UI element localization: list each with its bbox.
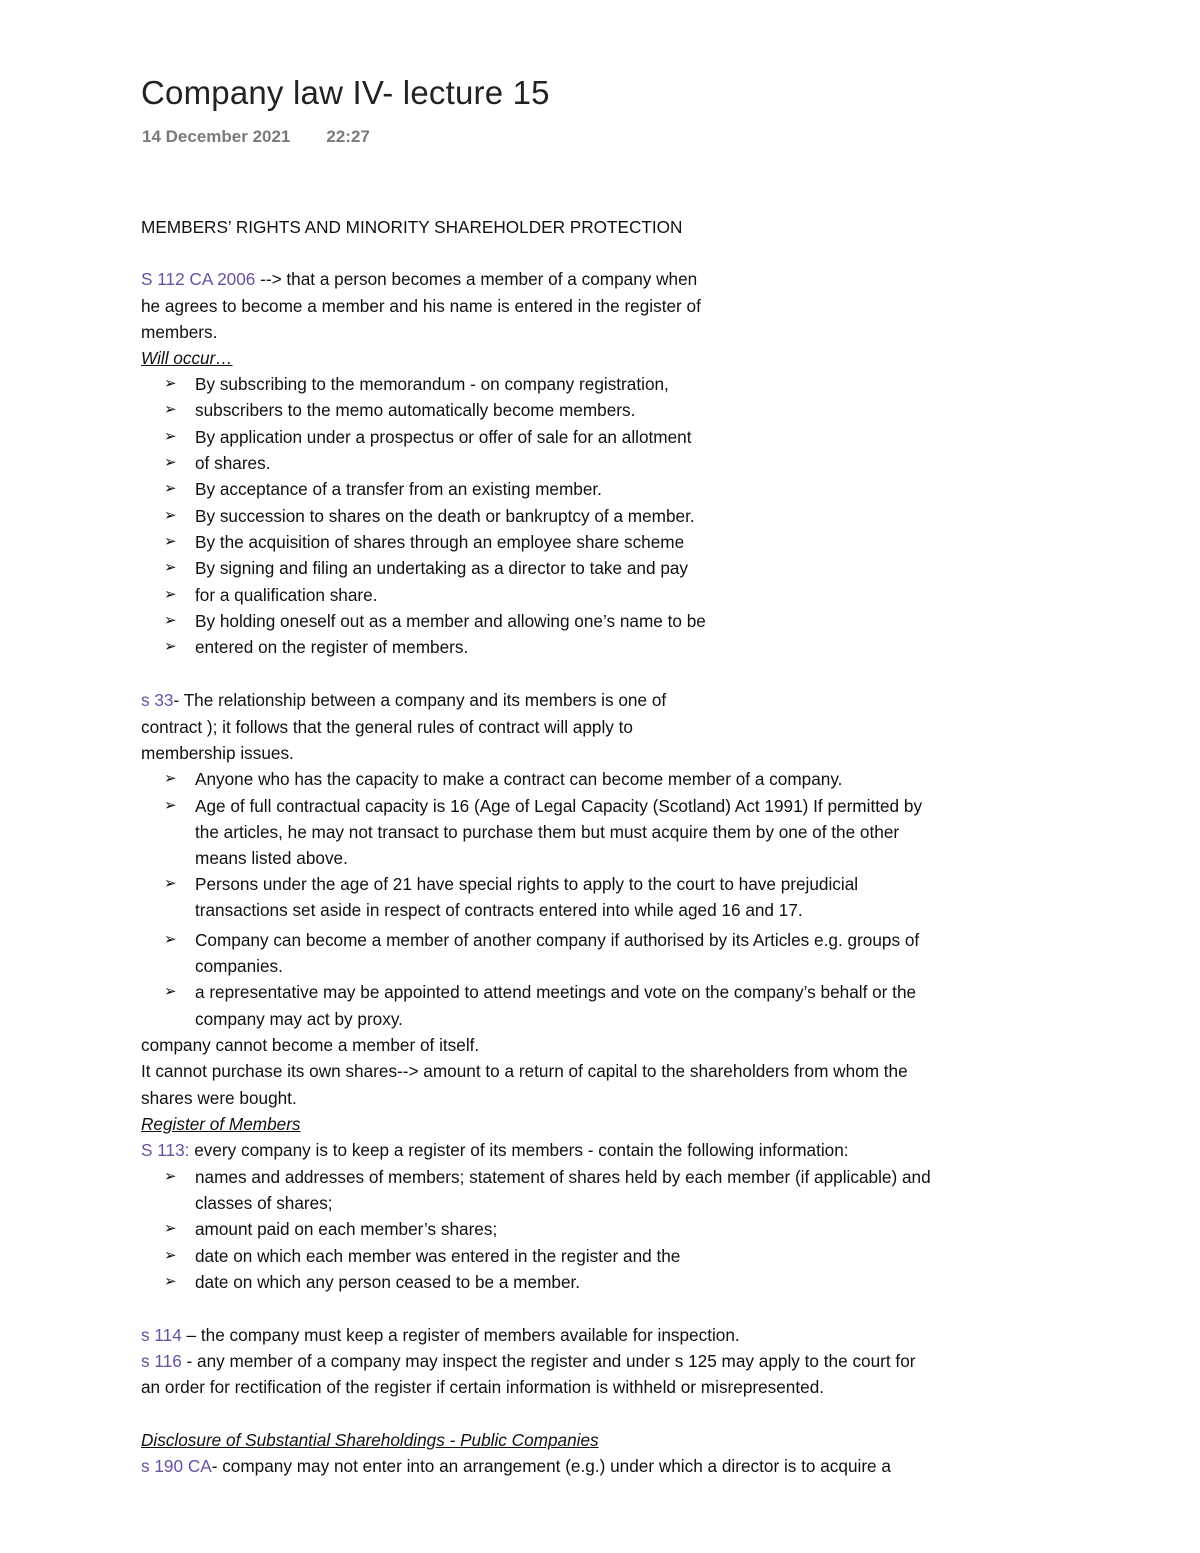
arrow-bullet-icon: ➢ (164, 612, 177, 629)
paragraph-line: S 112 CA 2006 --> that a person becomes a member of a company when (141, 269, 698, 289)
paragraph-line: s 33- The relationship between a company and its members is one of (141, 690, 667, 710)
statute-reference: s 116 (141, 1351, 182, 1371)
statute-reference: s 114 (141, 1325, 182, 1345)
paragraph-line: s 114 – the company must keep a register of members available for inspection. (141, 1325, 740, 1345)
arrow-bullet-icon: ➢ (164, 931, 177, 948)
list-item-continuation: transactions set aside in respect of contracts entered into while aged 16 and 17. (195, 900, 803, 920)
list-item: entered on the register of members. (195, 637, 469, 657)
section-heading: MEMBERS’ RIGHTS AND MINORITY SHAREHOLDER PROTECTION (141, 217, 683, 237)
arrow-bullet-icon: ➢ (164, 770, 177, 787)
paragraph-line: company cannot become a member of itself. (141, 1035, 480, 1055)
arrow-bullet-icon: ➢ (164, 586, 177, 603)
list-item: By holding oneself out as a member and allowing one’s name to be (195, 611, 706, 631)
list-item-continuation: classes of shares; (195, 1193, 333, 1213)
paragraph-line: members. (141, 322, 218, 342)
list-item: Anyone who has the capacity to make a contract can become member of a company. (195, 769, 843, 789)
subheading: Disclosure of Substantial Shareholdings - Public Companies (141, 1430, 599, 1450)
paragraph-line: S 113: every company is to keep a register of its members - contain the following information: (141, 1140, 849, 1160)
list-item: of shares. (195, 453, 271, 473)
list-item: date on which each member was entered in the register and the (195, 1246, 681, 1266)
list-item: amount paid on each member’s shares; (195, 1219, 498, 1239)
arrow-bullet-icon: ➢ (164, 428, 177, 445)
list-item: names and addresses of members; statement of shares held by each member (if applicable) and (195, 1167, 931, 1187)
list-item: By acceptance of a transfer from an existing member. (195, 479, 602, 499)
page-date: 14 December 2021 (142, 127, 291, 146)
arrow-bullet-icon: ➢ (164, 533, 177, 550)
statute-reference: s 190 CA (141, 1456, 212, 1476)
list-item: Age of full contractual capacity is 16 (Age of Legal Capacity (Scotland) Act 1991) If permitted by (195, 796, 923, 816)
paragraph-line: shares were bought. (141, 1088, 297, 1108)
subheading: Register of Members (141, 1114, 301, 1134)
list-item: a representative may be appointed to attend meetings and vote on the company’s behalf or the (195, 982, 917, 1002)
paragraph-line: an order for rectification of the register if certain information is withheld or misrepresented. (141, 1377, 825, 1397)
arrow-bullet-icon: ➢ (164, 480, 177, 497)
arrow-bullet-icon: ➢ (164, 454, 177, 471)
list-item-continuation: companies. (195, 956, 283, 976)
list-item: date on which any person ceased to be a member. (195, 1272, 581, 1292)
arrow-bullet-icon: ➢ (164, 375, 177, 392)
list-item: subscribers to the memo automatically become members. (195, 400, 636, 420)
arrow-bullet-icon: ➢ (164, 1247, 177, 1264)
page-time: 22:27 (326, 127, 370, 146)
list-item: By subscribing to the memorandum - on company registration, (195, 374, 669, 394)
list-item-continuation: means listed above. (195, 848, 348, 868)
list-item: By signing and filing an undertaking as a director to take and pay (195, 558, 689, 578)
list-item: Company can become a member of another company if authorised by its Articles e.g. groups of (195, 930, 920, 950)
statute-reference: s 33 (141, 690, 174, 710)
subheading: Will occur… (141, 348, 233, 368)
statute-reference: S 113: (141, 1140, 190, 1160)
arrow-bullet-icon: ➢ (164, 797, 177, 814)
arrow-bullet-icon: ➢ (164, 875, 177, 892)
list-item-continuation: company may act by proxy. (195, 1009, 403, 1029)
arrow-bullet-icon: ➢ (164, 507, 177, 524)
arrow-bullet-icon: ➢ (164, 1168, 177, 1185)
arrow-bullet-icon: ➢ (164, 559, 177, 576)
paragraph-line: contract ); it follows that the general rules of contract will apply to (141, 717, 633, 737)
statute-reference: S 112 CA 2006 (141, 269, 256, 289)
paragraph-line: membership issues. (141, 743, 294, 763)
list-item-continuation: the articles, he may not transact to purchase them but must acquire them by one of the other (195, 822, 900, 842)
paragraph-line: s 190 CA- company may not enter into an arrangement (e.g.) under which a director is to acquire a (141, 1456, 891, 1476)
page-title: Company law IV- lecture 15 (141, 74, 550, 111)
arrow-bullet-icon: ➢ (164, 1220, 177, 1237)
list-item: By succession to shares on the death or bankruptcy of a member. (195, 506, 695, 526)
paragraph-line: he agrees to become a member and his name is entered in the register of (141, 296, 701, 316)
arrow-bullet-icon: ➢ (164, 638, 177, 655)
paragraph-line: It cannot purchase its own shares--> amount to a return of capital to the shareholders from whom the (141, 1061, 908, 1081)
list-item: Persons under the age of 21 have special rights to apply to the court to have prejudicial (195, 874, 859, 894)
arrow-bullet-icon: ➢ (164, 1273, 177, 1290)
list-item: for a qualification share. (195, 585, 378, 605)
list-item: By the acquisition of shares through an employee share scheme (195, 532, 685, 552)
list-item: By application under a prospectus or offer of sale for an allotment (195, 427, 692, 447)
arrow-bullet-icon: ➢ (164, 983, 177, 1000)
arrow-bullet-icon: ➢ (164, 401, 177, 418)
paragraph-line: s 116 - any member of a company may inspect the register and under s 125 may apply to the court for (141, 1351, 916, 1371)
page-timestamp (142, 127, 370, 147)
